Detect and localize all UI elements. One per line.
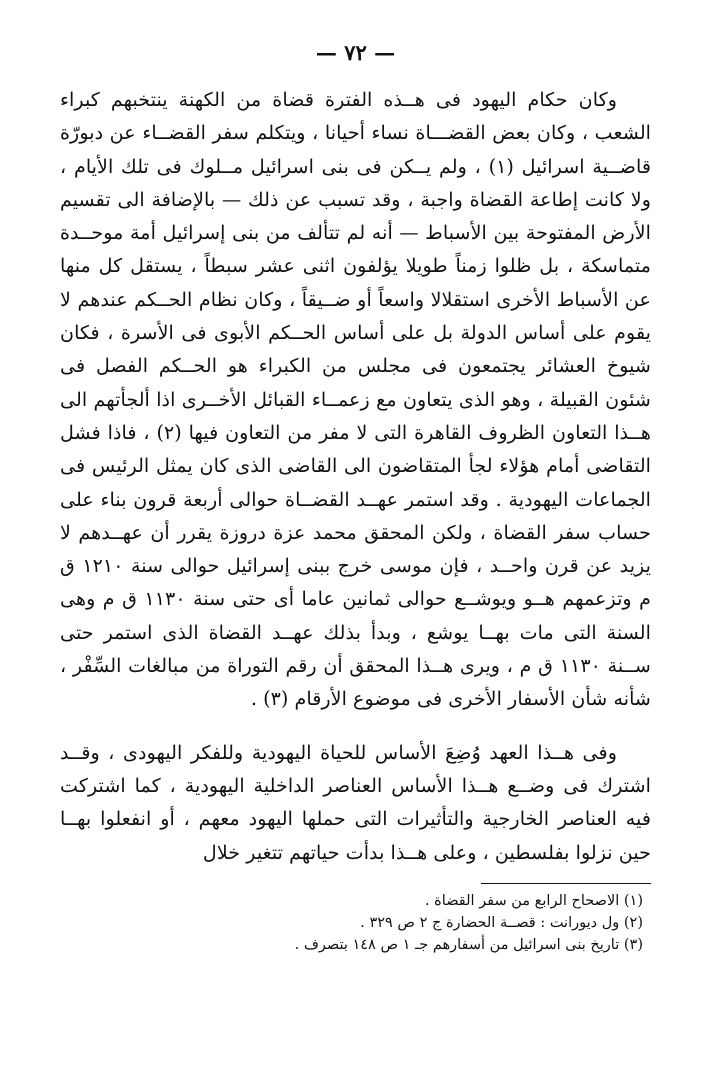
footnote-3: (٣) تاريخ بنى اسرائيل من أسفارهم جـ ١ ص ١٤٨ بتصرف . <box>294 936 643 953</box>
body-text <box>60 83 651 869</box>
page-number: — ٧٢ — <box>315 40 396 65</box>
footnotes <box>60 890 651 956</box>
footnote-separator <box>481 883 651 884</box>
paragraph-1: وكان حكام اليهود فى هــذه الفترة قضاة من الكهنة ينتخبهم كبراء الشعب ، وكان بعض القضـــاة نساء أحيانا ، ويتكلم سفر القضــاء عن دبورّة قاضــية اسرائيل (١) ، ولم يــكن فى بنى اسرائيل مــلوك فى تلك الأيام ، ولا كانت إطاعة القضاة واجبة ، وقد تسبب عن ذلك — بالإضافة الى تقسيم الأرض المفتوحة بين الأسباط — أنه لم تتألف من بنى إسرائيل أمة موحــدة متماسكة ، بل ظلوا زمناً طويلا يؤلفون اثنى عشر سبطاً ، يستقل كل منها عن الأسباط الأخرى استقلالا واسعاً أو ضــيقاً ، وكان نظام الحــكم عندهم لا يقوم على أساس الدولة بل على أساس الحــكم الأبوى فى الأسرة ، فكان شيوخ العشائر يجتمعون فى مجلس من الكبراء هو الحــكم الفصل فى شئون القبيلة ، وهو الذى يتعاون مع زعمــاء القبائل الأخــرى اذا ألجأتهم الى هــذا التعاون الظروف القاهرة التى لا مفر من التعاون فيها (٢) ، فاذا فشل التقاضى أمام هؤلاء لجأ المتقاضون الى القاضى الذى كان يمثل الرئيس فى الجماعات اليهودية . وقد استمر عهــد القضــاة حوالى أربعة قرون بناء على حساب سفر القضاة ، ولكن المحقق محمد عزة دروزة يقرر أن عهــدهم لا يزيد عن قرن واحــد ، فإن موسى خرج ببنى إسرائيل حوالى سنة ١٢١٠ ق م وتزعمهم هــو ويوشــع حوالى ثمانين عاما أى حتى سنة ١١٣٠ ق م وهى السنة التى مات بهــا يوشع ، وبدأ بذلك عهــد القضاة الذى استمر حتى ســنة ١١٣٠ ق م ، ويرى هــذا المحقق أن رقم التوراة من مبالغات السِّفْر ، شأنه شأن الأسفار الأخرى فى موضوع الأرقام (٣) . <box>60 88 651 711</box>
paragraph-2: وفى هــذا العهد وُضِعَ الأساس للحياة اليهودية وللفكر اليهودى ، وقــد اشترك فى وضــع هــذا الأساس العناصر الداخلية اليهودية ، كما اشتركت فيه العناصر الخارجية والتأثيرات التى حملها اليهود معهم ، أو انفعلوا بهــا حين نزلوا بفلسطين ، وعلى هــذا بدأت حياتهم تتغير خلال <box>60 740 651 864</box>
footnote-2: (٢) ول ديورانت : قصــة الحضارة ج ٢ ص ٣٢٩ . <box>360 914 643 931</box>
footnote-1: (١) الاصحاح الرابع من سفر القضاة . <box>424 892 643 909</box>
